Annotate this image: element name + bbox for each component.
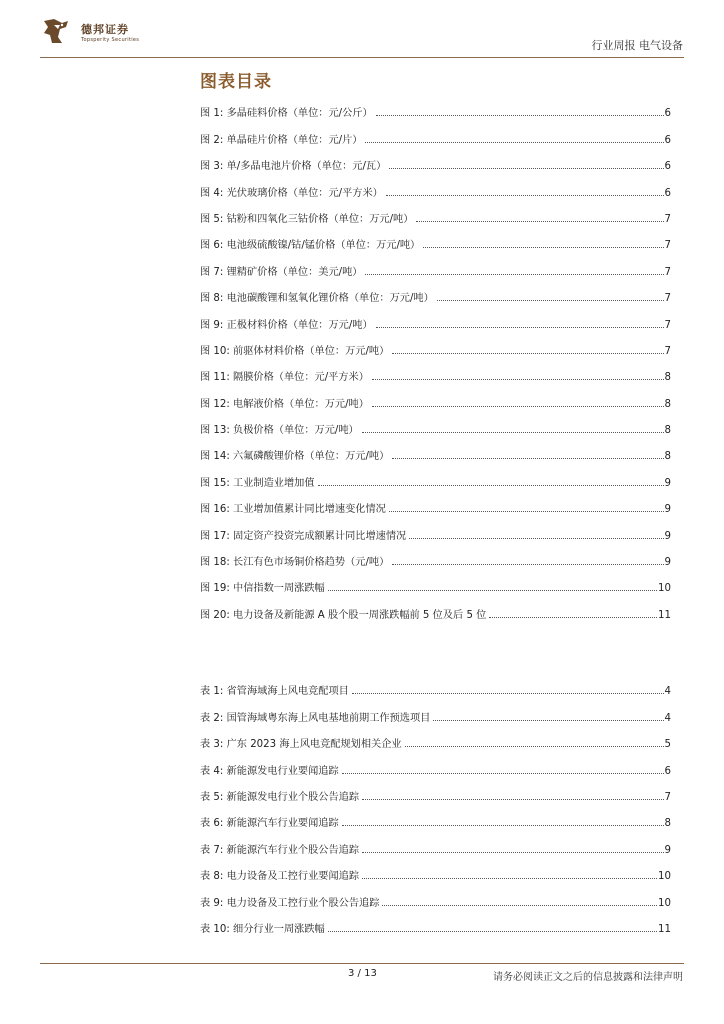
figure-toc-entry[interactable] <box>200 225 671 251</box>
toc-entry-label: 表 10: 细分行业一周涨跌幅 <box>200 923 325 935</box>
toc-entry-label: 图 16: 工业增加值累计同比增速变化情况 <box>200 504 386 516</box>
figure-toc-entry[interactable] <box>200 146 671 172</box>
table-toc-entry[interactable] <box>200 803 671 829</box>
legal-disclaimer: 请务必阅读正文之后的信息披露和法律声明 <box>493 972 683 983</box>
table-toc-entry[interactable] <box>200 882 671 908</box>
toc-entry-page-number: 6 <box>664 161 671 173</box>
toc-entry-page-number: 7 <box>664 791 671 803</box>
toc-entry-page-number: 11 <box>658 609 671 621</box>
toc-entry-label: 图 18: 长江有色市场铜价格趋势（元/吨） <box>200 557 390 569</box>
figure-toc-entry[interactable] <box>200 383 671 409</box>
dot-leader <box>372 405 664 407</box>
toc-entry-label: 图 7: 锂精矿价格（单位：美元/吨） <box>200 266 363 278</box>
dot-leader <box>409 537 663 539</box>
toc-entry-label: 图 5: 钴粉和四氧化三钴价格（单位：万元/吨） <box>200 213 414 225</box>
page-title: 图表目录 <box>200 72 272 92</box>
dot-leader <box>392 457 663 459</box>
table-toc-entry[interactable] <box>200 724 671 750</box>
dot-leader <box>376 114 664 116</box>
toc-entry-label: 表 5: 新能源发电行业个股公告追踪 <box>200 791 360 803</box>
dot-leader <box>392 352 663 354</box>
figure-toc-entry[interactable] <box>200 93 671 119</box>
toc-entry-label: 表 1: 省管海域海上风电竞配项目 <box>200 686 349 698</box>
toc-entry-page-number: 8 <box>664 398 671 410</box>
dot-leader <box>416 220 663 222</box>
figure-toc-entry[interactable] <box>200 357 671 383</box>
dot-leader <box>362 877 657 879</box>
toc-entry-page-number: 10 <box>658 897 671 909</box>
toc-entry-label: 表 7: 新能源汽车行业个股公告追踪 <box>200 844 360 856</box>
toc-entry-page-number: 6 <box>664 108 671 120</box>
toc-entry-label: 图 20: 电力设备及新能源 A 股个股一周涨跌幅前 5 位及后 5 位 <box>200 609 487 621</box>
dot-leader <box>392 563 663 565</box>
dot-leader <box>342 824 664 826</box>
toc-entry-page-number: 8 <box>664 425 671 437</box>
toc-entry-page-number: 7 <box>664 319 671 331</box>
footer-divider <box>40 963 684 964</box>
dot-leader <box>362 431 664 433</box>
dot-leader <box>362 798 664 800</box>
toc-entry-label: 表 8: 电力设备及工控行业要闻追踪 <box>200 871 360 883</box>
toc-entry-page-number: 9 <box>664 477 671 489</box>
toc-entry-label: 图 11: 隔膜价格（单位：元/平方米） <box>200 372 369 384</box>
dot-leader <box>328 930 657 932</box>
figure-toc-entry[interactable] <box>200 568 671 594</box>
toc-entry-label: 图 9: 正极材料价格（单位：万元/吨） <box>200 319 373 331</box>
dot-leader <box>386 194 664 196</box>
dot-leader <box>382 904 657 906</box>
toc-entry-label: 图 1: 多晶硅料价格（单位：元/公斤） <box>200 108 373 120</box>
toc-entry-page-number: 6 <box>664 765 671 777</box>
figure-toc-entry[interactable] <box>200 172 671 198</box>
toc-entry-page-number: 10 <box>658 871 671 883</box>
toc-entry-page-number: 9 <box>664 557 671 569</box>
dot-leader <box>489 616 657 618</box>
toc-entry-page-number: 7 <box>664 266 671 278</box>
toc-entry-label: 图 14: 六氟磷酸锂价格（单位：万元/吨） <box>200 451 390 463</box>
dot-leader <box>365 273 663 275</box>
toc-entry-page-number: 8 <box>664 451 671 463</box>
toc-entry-label: 表 2: 国管海域粤东海上风电基地前期工作预选项目 <box>200 712 431 724</box>
toc-entry-label: 图 8: 电池碳酸锂和氢氧化锂价格（单位：万元/吨） <box>200 293 434 305</box>
dot-leader <box>362 851 664 853</box>
figure-toc-entry[interactable] <box>200 436 671 462</box>
dot-leader <box>405 745 664 747</box>
dot-leader <box>372 378 664 380</box>
toc-entry-label: 图 3: 单/多晶电池片价格（单位：元/瓦） <box>200 161 387 173</box>
toc-entry-page-number: 11 <box>658 923 671 935</box>
figure-toc-entry[interactable] <box>200 199 671 225</box>
dot-leader <box>376 326 664 328</box>
toc-entry-page-number: 9 <box>664 530 671 542</box>
figure-toc-entry[interactable] <box>200 304 671 330</box>
toc-entry-page-number: 7 <box>664 293 671 305</box>
toc-entry-label: 表 4: 新能源发电行业要闻追踪 <box>200 765 339 777</box>
toc-entry-page-number: 9 <box>664 844 671 856</box>
toc-entry-page-number: 8 <box>664 818 671 830</box>
toc-entry-label: 图 15: 工业制造业增加值 <box>200 477 315 489</box>
toc-entry-page-number: 4 <box>664 686 671 698</box>
dot-leader <box>342 772 664 774</box>
dot-leader <box>437 299 664 301</box>
brand-subtitle: Topsperity Securities <box>81 37 140 43</box>
page-header <box>0 0 724 60</box>
dot-leader <box>389 510 664 512</box>
dot-leader <box>318 484 664 486</box>
table-list <box>200 671 671 935</box>
toc-entry-label: 图 17: 固定资产投资完成额累计同比增速情况 <box>200 530 407 542</box>
table-toc-entry[interactable] <box>200 697 671 723</box>
toc-entry-page-number: 6 <box>664 187 671 199</box>
dot-leader <box>328 589 657 591</box>
figure-toc-entry[interactable] <box>200 278 671 304</box>
toc-entry-label: 图 12: 电解液价格（单位：万元/吨） <box>200 398 369 410</box>
dot-leader <box>352 692 664 694</box>
figure-toc-entry[interactable] <box>200 515 671 541</box>
toc-entry-page-number: 7 <box>664 240 671 252</box>
figure-toc-entry[interactable] <box>200 542 671 568</box>
toc-entry-label: 表 3: 广东 2023 海上风电竞配规划相关企业 <box>200 739 402 751</box>
toc-entry-label: 图 2: 单晶硅片价格（单位：元/片） <box>200 134 363 146</box>
toc-entry-label: 图 13: 负极价格（单位：万元/吨） <box>200 425 359 437</box>
brand-name: 德邦证券 <box>81 23 129 36</box>
toc-entry-label: 图 10: 前驱体材料价格（单位：万元/吨） <box>200 345 390 357</box>
toc-entry-page-number: 5 <box>664 739 671 751</box>
table-toc-entry[interactable] <box>200 750 671 776</box>
dragon-logo-icon <box>40 15 72 47</box>
toc-entry-label: 图 19: 中信指数一周涨跌幅 <box>200 583 325 595</box>
toc-entry-page-number: 10 <box>658 583 671 595</box>
header-divider <box>40 57 684 58</box>
figure-toc-entry[interactable] <box>200 251 671 277</box>
report-category: 行业周报 电气设备 <box>591 39 683 52</box>
figure-toc-entry[interactable] <box>200 462 671 488</box>
table-toc-entry[interactable] <box>200 909 671 935</box>
toc-entry-page-number: 7 <box>664 213 671 225</box>
toc-entry-page-number: 7 <box>664 345 671 357</box>
toc-entry-page-number: 8 <box>664 372 671 384</box>
figure-toc-entry[interactable] <box>200 594 671 620</box>
page-number: 3 / 13 <box>348 968 377 979</box>
figure-toc-entry[interactable] <box>200 410 671 436</box>
dot-leader <box>433 719 663 721</box>
toc-entry-page-number: 6 <box>664 134 671 146</box>
dot-leader <box>365 141 663 143</box>
figure-toc-entry[interactable] <box>200 119 671 145</box>
dot-leader <box>423 246 663 248</box>
table-toc-entry[interactable] <box>200 829 671 855</box>
toc-entry-label: 图 6: 电池级硫酸镍/钴/锰价格（单位：万元/吨） <box>200 240 421 252</box>
table-toc-entry[interactable] <box>200 856 671 882</box>
toc-entry-page-number: 4 <box>664 712 671 724</box>
table-toc-entry[interactable] <box>200 777 671 803</box>
table-toc-entry[interactable] <box>200 671 671 697</box>
figure-toc-entry[interactable] <box>200 489 671 515</box>
figure-toc-entry[interactable] <box>200 331 671 357</box>
figure-list <box>200 93 671 621</box>
toc-entry-page-number: 9 <box>664 504 671 516</box>
dot-leader <box>389 167 663 169</box>
toc-entry-label: 表 9: 电力设备及工控行业个股公告追踪 <box>200 897 380 909</box>
toc-entry-label: 表 6: 新能源汽车行业要闻追踪 <box>200 818 339 830</box>
toc-entry-label: 图 4: 光伏玻璃价格（单位：元/平方米） <box>200 187 383 199</box>
